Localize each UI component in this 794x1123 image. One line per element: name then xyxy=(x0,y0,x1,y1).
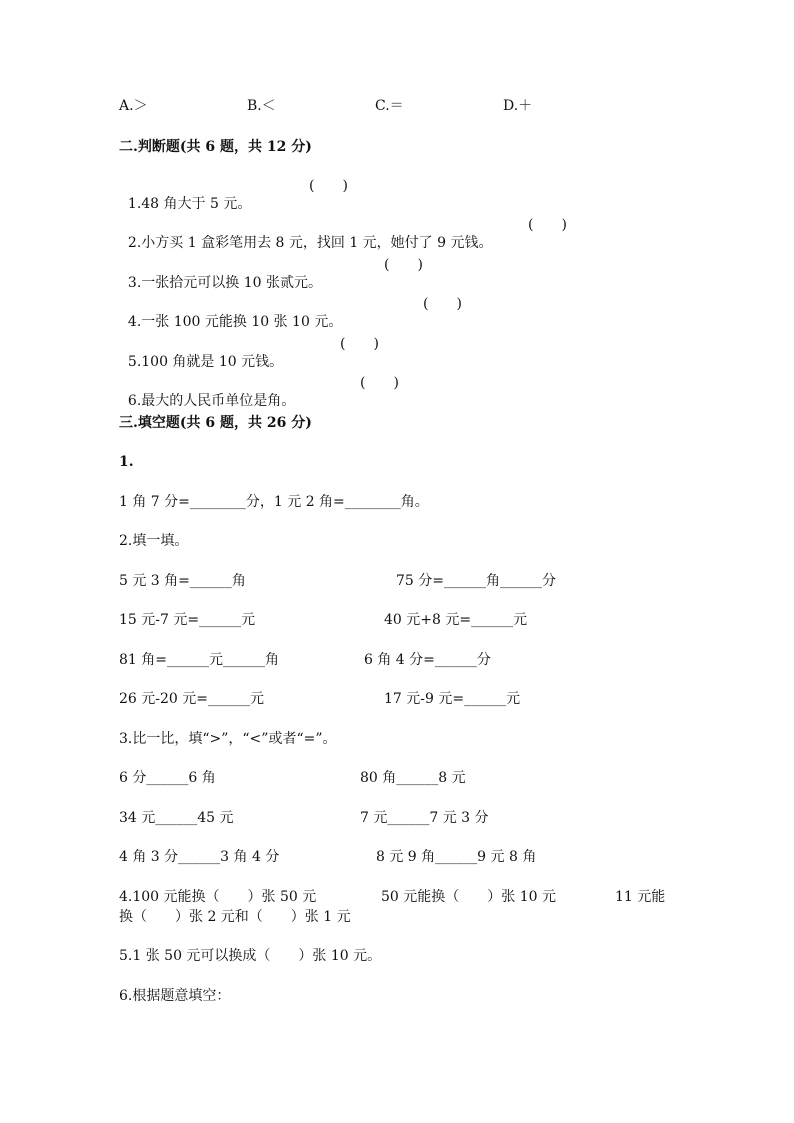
q3-row-2-right: 7 元______7 元 3 分 xyxy=(360,810,489,826)
judge-bracket-4[interactable]: ( ) xyxy=(423,296,462,312)
section2-title: 二.判断题(共 6 题，共 12 分) xyxy=(119,139,312,155)
q4-line2: 换（ ）张 2 元和（ ）张 1 元 xyxy=(119,909,351,925)
q4-line1-c: 11 元能 xyxy=(615,889,666,905)
judge-item-text: 6.最大的人民币单位是角。 xyxy=(127,393,296,409)
q4-line1-a: 4.100 元能换（ ）张 50 元 xyxy=(119,889,317,905)
q3-row-3-right: 8 元 9 角______9 元 8 角 xyxy=(376,849,537,865)
q6-label: 6.根据题意填空： xyxy=(119,988,231,1004)
q2-row-1-right: 75 分=______角______分 xyxy=(396,573,556,589)
q2-label: 2.填一填。 xyxy=(119,533,189,549)
judge-item-3 xyxy=(119,256,322,292)
option-c: C.＝ xyxy=(375,98,404,114)
judge-item-6 xyxy=(119,374,295,410)
q2-row-3-right: 6 角 4 分=______分 xyxy=(364,652,491,668)
judge-bracket-3[interactable]: ( ) xyxy=(384,257,423,273)
q3-row-3-left: 4 角 3 分______3 角 4 分 xyxy=(119,849,280,865)
option-a: A.＞ xyxy=(119,98,148,114)
q3-label: 3.比一比，填“>”，“<”或者“=”。 xyxy=(119,731,337,747)
option-b: B.＜ xyxy=(247,98,276,114)
q4-line1-b: 50 元能换（ ）张 10 元 xyxy=(381,889,556,905)
judge-item-text: 4.一张 100 元能换 10 张 10 元。 xyxy=(127,314,343,330)
judge-item-text: 2.小方买 1 盒彩笔用去 8 元，找回 1 元，她付了 9 元钱。 xyxy=(127,235,493,251)
judge-item-text: 1.48 角大于 5 元。 xyxy=(127,196,252,212)
q2-row-3-left: 81 角=______元______角 xyxy=(119,652,279,668)
judge-bracket-2[interactable]: ( ) xyxy=(528,217,567,233)
judge-item-text: 5.100 角就是 10 元钱。 xyxy=(127,354,284,370)
q3-row-1-right: 80 角______8 元 xyxy=(360,770,466,786)
q1-label: 1. xyxy=(119,454,134,470)
judge-item-4 xyxy=(119,295,342,331)
judge-item-1 xyxy=(119,177,251,213)
section3-title: 三.填空题(共 6 题，共 26 分) xyxy=(119,415,312,431)
judge-item-5 xyxy=(119,335,283,371)
q5-line: 5.1 张 50 元可以换成（ ）张 10 元。 xyxy=(119,948,382,964)
judge-bracket-1[interactable]: ( ) xyxy=(309,178,348,194)
q3-row-1-left: 6 分______6 角 xyxy=(119,770,216,786)
judge-bracket-6[interactable]: ( ) xyxy=(360,375,399,391)
q2-row-4-left: 26 元-20 元=______元 xyxy=(119,691,264,707)
option-d: D.＋ xyxy=(503,98,533,114)
q2-row-4-right: 17 元-9 元=______元 xyxy=(384,691,521,707)
q2-row-1-left: 5 元 3 角=______角 xyxy=(119,573,246,589)
judge-item-2 xyxy=(119,216,493,252)
judge-bracket-5[interactable]: ( ) xyxy=(340,336,379,352)
q3-row-2-left: 34 元______45 元 xyxy=(119,810,234,826)
q1-line: 1 角 7 分=________分，1 元 2 角=________角。 xyxy=(119,494,429,510)
q2-row-2-left: 15 元-7 元=______元 xyxy=(119,612,256,628)
judge-item-text: 3.一张拾元可以换 10 张贰元。 xyxy=(127,275,322,291)
q2-row-2-right: 40 元+8 元=______元 xyxy=(384,612,528,628)
